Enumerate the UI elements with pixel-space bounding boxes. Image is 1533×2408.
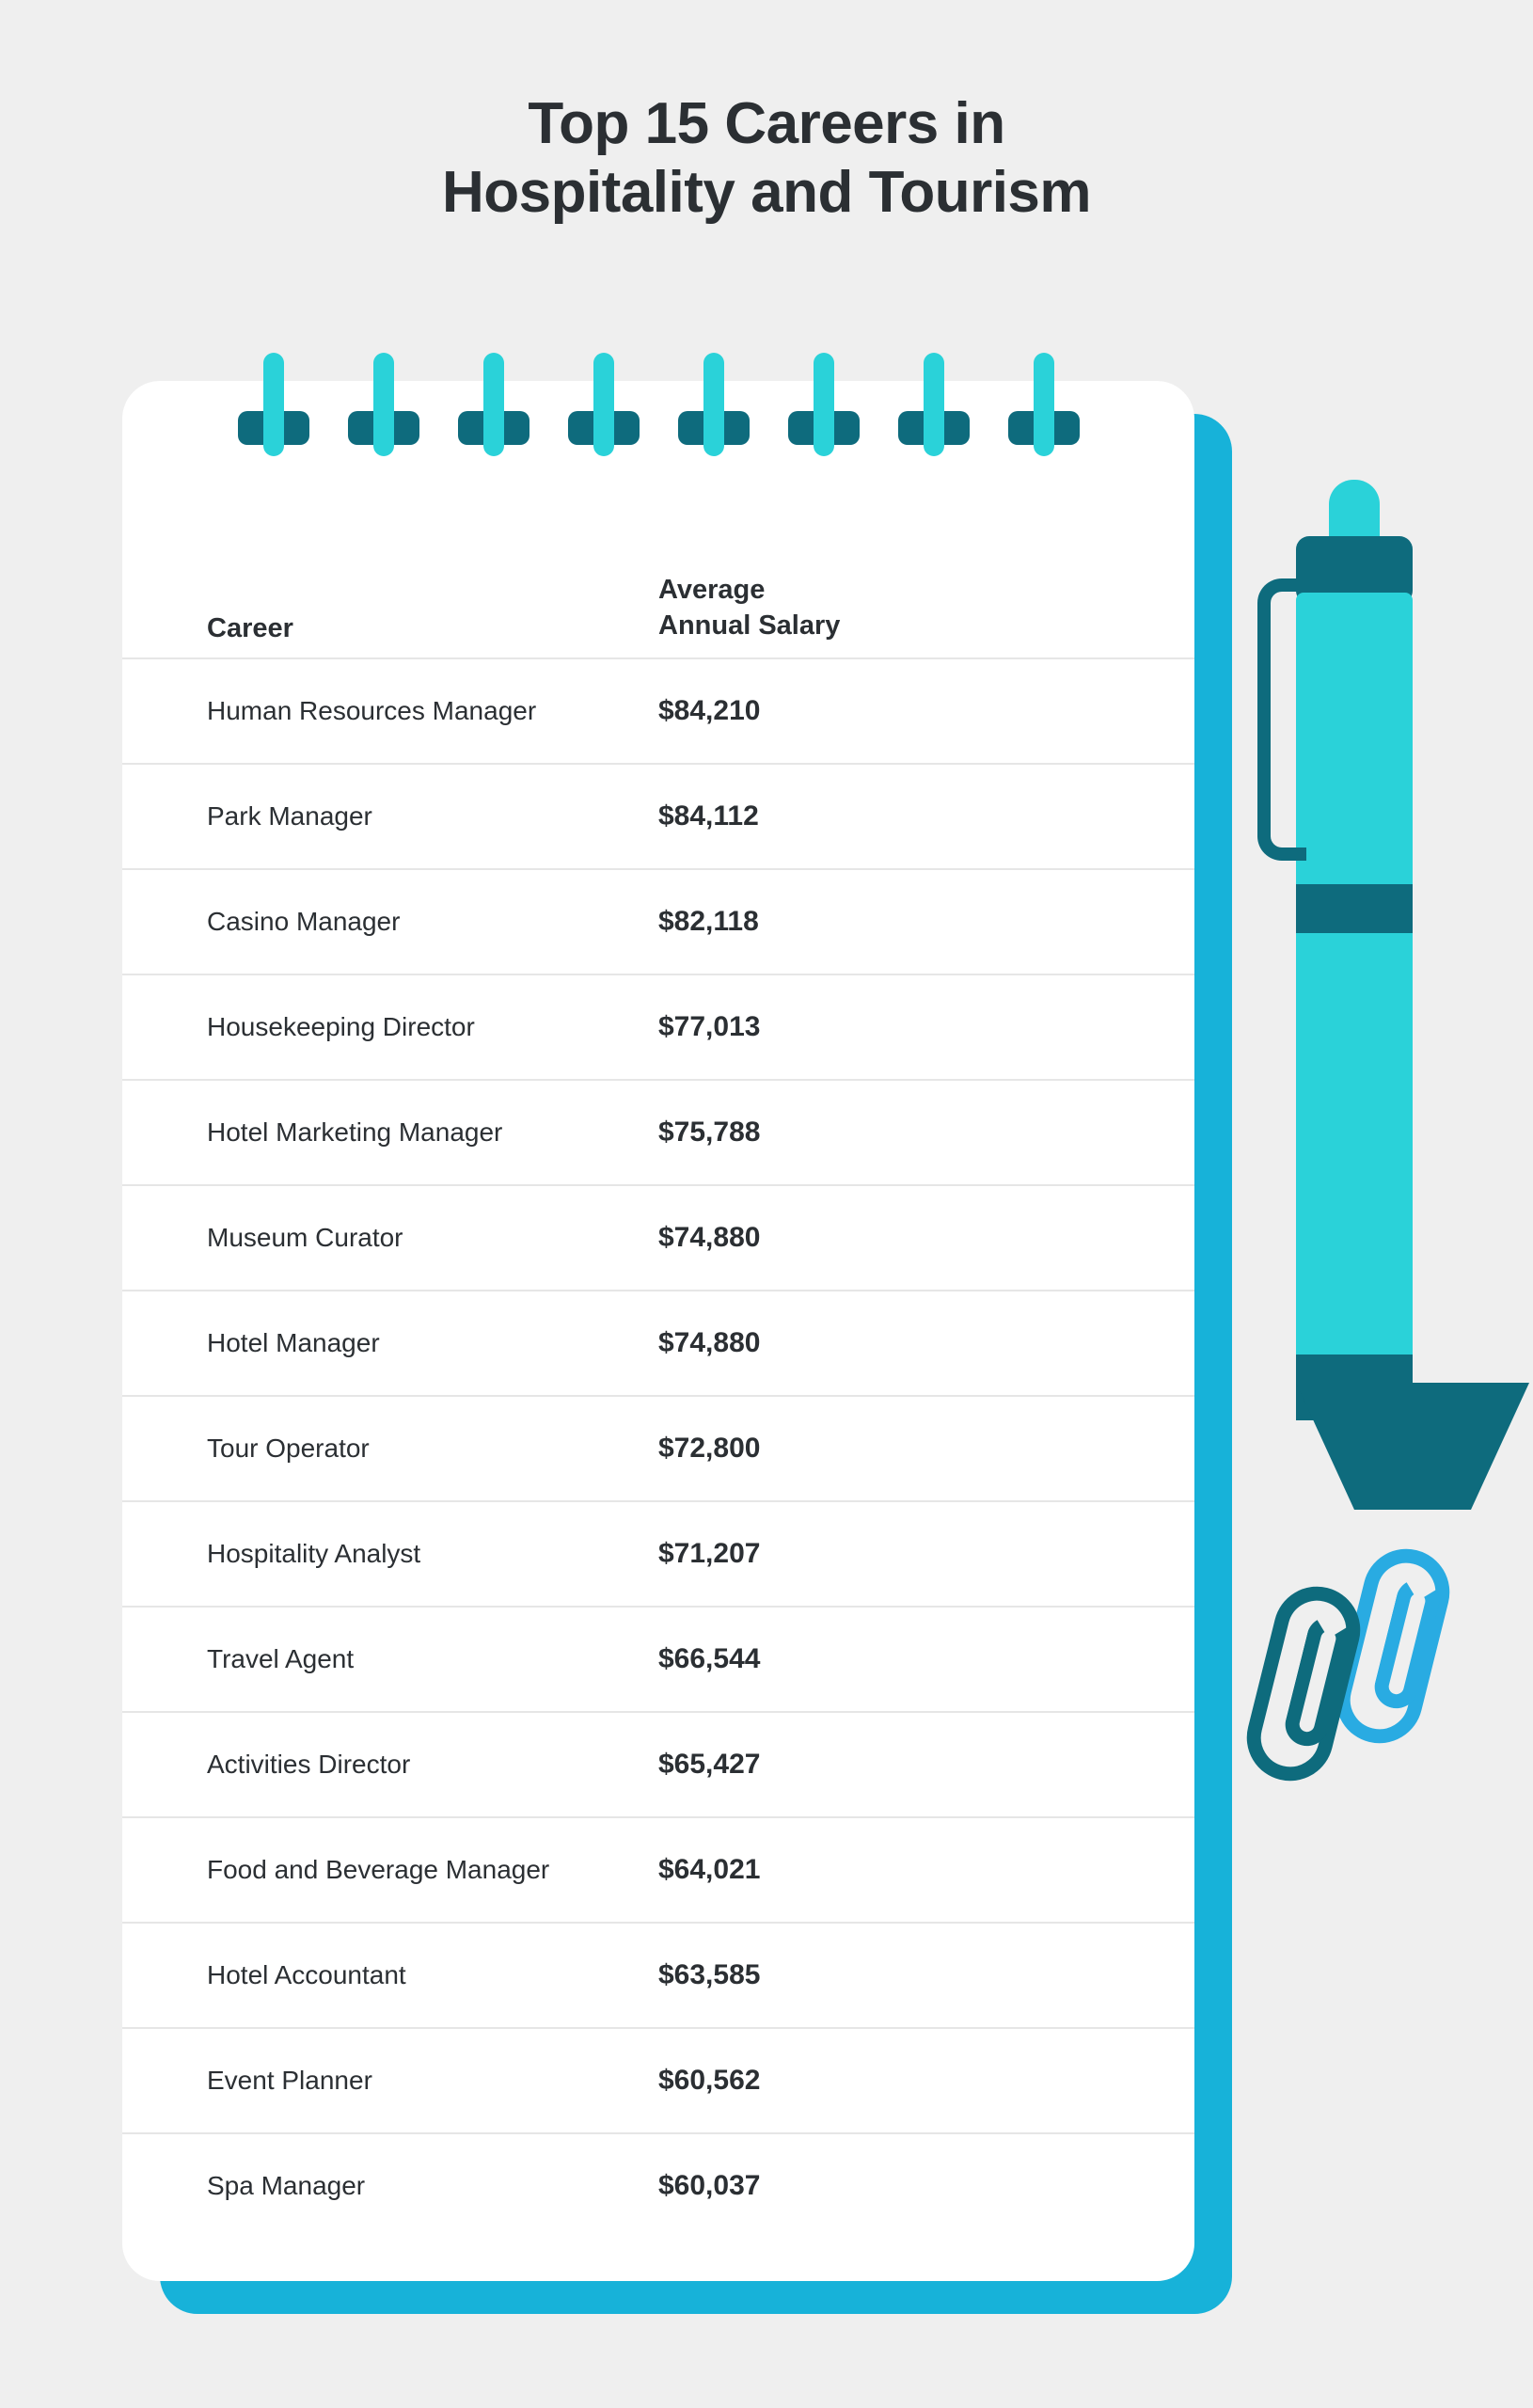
paperclip-back-inner <box>1370 1575 1445 1713</box>
table-row <box>122 1711 1194 1816</box>
column-header-salary-line-2: Annual Salary <box>658 610 841 642</box>
table-row <box>122 1922 1194 2027</box>
cell-salary: $74,880 <box>658 1327 761 1358</box>
cell-salary: $66,544 <box>658 1643 761 1674</box>
table-row <box>122 763 1194 868</box>
pen-clip <box>1257 578 1306 861</box>
spiral-ring <box>924 353 944 456</box>
table-row <box>122 1606 1194 1711</box>
table-row <box>122 1079 1194 1184</box>
column-header-salary <box>658 572 840 644</box>
cell-career: Hotel Marketing Manager <box>207 1117 503 1147</box>
spiral-ring <box>814 353 834 456</box>
spiral-ring <box>593 353 614 456</box>
table-row <box>122 868 1194 974</box>
cell-career: Tour Operator <box>207 1434 370 1463</box>
pen-body <box>1296 593 1413 1411</box>
table-body <box>122 657 1194 2238</box>
notepad <box>122 381 1204 2319</box>
cell-salary: $71,207 <box>658 1538 761 1569</box>
spiral-ring <box>703 353 724 456</box>
cell-salary: $74,880 <box>658 1222 761 1253</box>
cell-salary: $82,118 <box>658 906 759 937</box>
cell-salary: $77,013 <box>658 1011 761 1042</box>
table-row <box>122 1500 1194 1606</box>
paperclip-front-inner <box>1281 1612 1355 1751</box>
table-row <box>122 1395 1194 1500</box>
cell-career: Park Manager <box>207 801 372 831</box>
paperclip-icon <box>1251 1547 1495 1792</box>
table-row <box>122 1290 1194 1395</box>
cell-career: Casino Manager <box>207 907 401 936</box>
cell-salary: $60,037 <box>658 2170 761 2201</box>
cell-career: Event Planner <box>207 2066 372 2095</box>
spiral-ring <box>1034 353 1054 456</box>
pen-icon <box>1265 480 1434 1477</box>
pen-tip <box>1296 1383 1529 1510</box>
page-title-line-1: Top 15 Careers in <box>528 91 1005 156</box>
cell-salary: $63,585 <box>658 1959 761 1990</box>
cell-salary: $72,800 <box>658 1433 761 1464</box>
cell-career: Hospitality Analyst <box>207 1539 421 1568</box>
table-row <box>122 1184 1194 1290</box>
careers-table <box>122 522 1194 2238</box>
cell-salary: $84,210 <box>658 695 761 726</box>
cell-salary: $65,427 <box>658 1749 761 1780</box>
table-row <box>122 974 1194 1079</box>
column-header-career: Career <box>207 613 293 643</box>
cell-career: Travel Agent <box>207 1644 355 1673</box>
cell-salary: $84,112 <box>658 800 759 832</box>
spiral-ring <box>483 353 504 456</box>
spiral-ring <box>263 353 284 456</box>
cell-salary: $60,562 <box>658 2065 761 2096</box>
notepad-page <box>122 381 1194 2281</box>
pen-grip <box>1296 884 1413 933</box>
cell-career: Spa Manager <box>207 2171 366 2200</box>
cell-salary: $64,021 <box>658 1854 761 1885</box>
table-row <box>122 2027 1194 2132</box>
table-row <box>122 2132 1194 2238</box>
page-title-line-2: Hospitality and Tourism <box>441 159 1092 225</box>
cell-career: Activities Director <box>207 1750 411 1779</box>
table-header-row <box>122 522 1194 657</box>
cell-career: Museum Curator <box>207 1223 403 1252</box>
table-row <box>122 657 1194 763</box>
cell-career: Hotel Manager <box>207 1328 380 1357</box>
spiral-binding <box>263 353 1204 466</box>
cell-career: Food and Beverage Manager <box>207 1855 550 1884</box>
cell-salary: $75,788 <box>658 1117 761 1148</box>
column-header-salary-line-1: Average <box>658 574 766 605</box>
cell-career: Human Resources Manager <box>207 696 537 725</box>
spiral-ring <box>373 353 394 456</box>
page-title <box>0 90 1533 227</box>
cell-career: Hotel Accountant <box>207 1960 406 1989</box>
table-row <box>122 1816 1194 1922</box>
cell-career: Housekeeping Director <box>207 1012 475 1041</box>
